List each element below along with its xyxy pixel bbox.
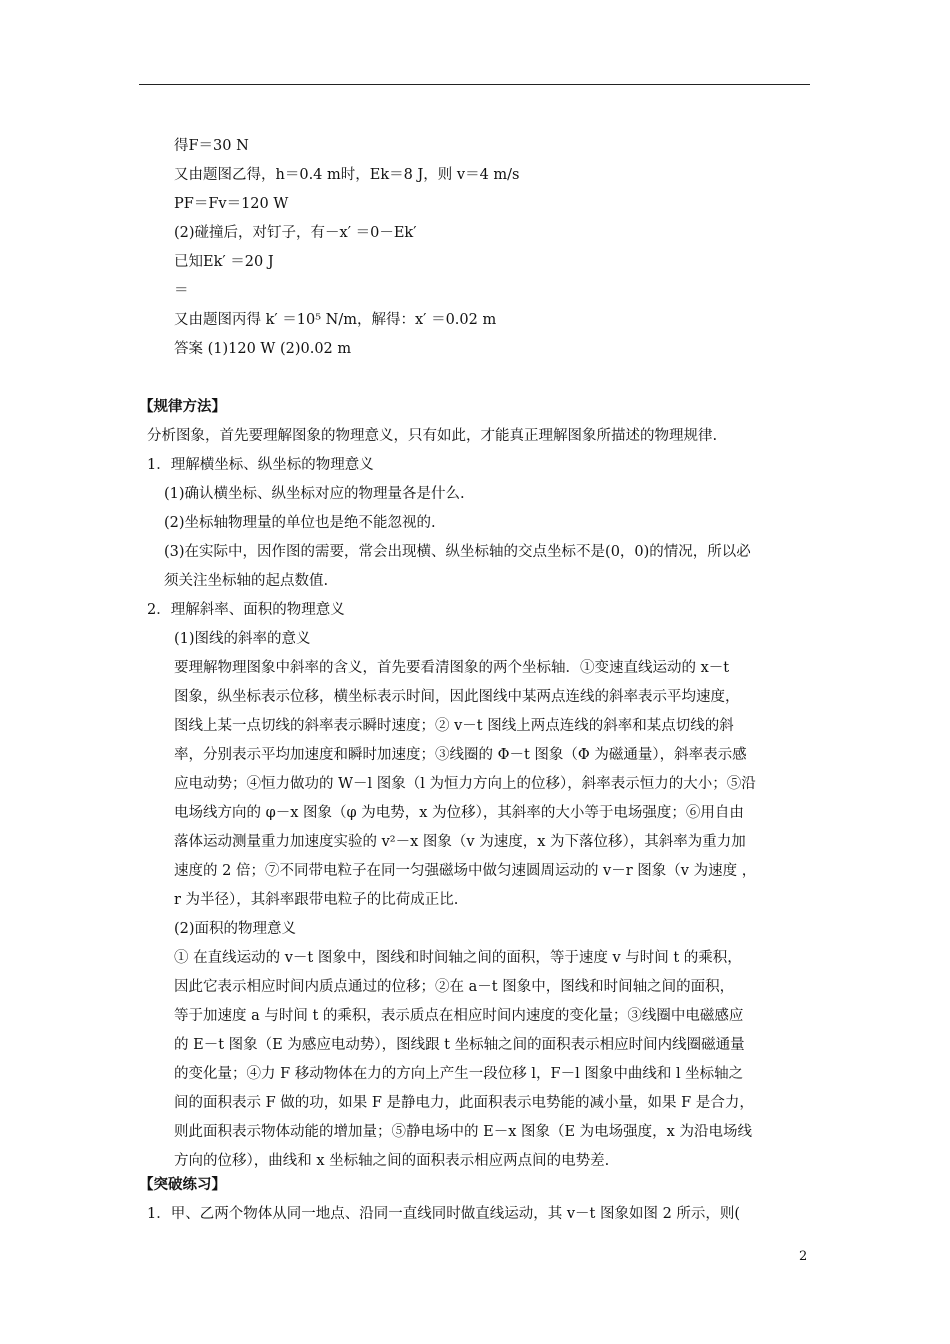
text-line: 则此面积表示物体动能的增加量；⑤静电场中的 E－x 图象（E 为电场强度，x 为沿电场线 — [174, 1124, 752, 1140]
text-line: 又由题图乙得，h＝0.4 m时，Ek＝8 J，则 v＝4 m/s — [174, 167, 520, 183]
text-line: 图线上某一点切线的斜率表示瞬时速度；② v－t 图线上两点连线的斜率和某点切线的斜 — [174, 718, 734, 734]
text-line: 等于加速度 a 与时间 t 的乘积，表示质点在相应时间内速度的变化量；③线圈中电磁感应 — [174, 1008, 744, 1024]
section-heading: 【规律方法】 — [139, 398, 226, 415]
header-rule — [139, 84, 810, 85]
text-line: 方向的位移），曲线和 x 坐标轴之间的面积表示相应两点间的电势差. — [174, 1153, 610, 1169]
text-line: 的 E－t 图象（E 为感应电动势），图线跟 t 坐标轴之间的面积表示相应时间内线圈磁通量 — [174, 1037, 745, 1053]
text-line: 间的面积表示 F 做的功，如果 F 是静电力，此面积表示电势能的减小量，如果 F 是合力， — [174, 1095, 754, 1111]
text-line: (1)图线的斜率的意义 — [174, 631, 311, 647]
text-line: 电场线方向的 φ－x 图象（φ 为电势，x 为位移），其斜率的大小等于电场强度；⑥用自由 — [174, 805, 744, 821]
section-heading: 【突破练习】 — [139, 1176, 226, 1193]
text-line: (2)面积的物理意义 — [174, 921, 297, 937]
text-line: (3)在实际中，因作图的需要，常会出现横、纵坐标轴的交点坐标不是(0，0)的情况，所以必 — [164, 544, 751, 560]
text-line: 速度的 2 倍；⑦不同带电粒子在同一匀强磁场中做匀速圆周运动的 v－r 图象（v 为速度 ， — [174, 863, 757, 879]
text-line: (2)坐标轴物理量的单位也是绝不能忽视的. — [164, 515, 436, 531]
text-line: 落体运动测量重力加速度实验的 v²－x 图象（v 为速度，x 为下落位移），其斜率为重力加 — [174, 834, 746, 850]
text-line: 要理解物理图象中斜率的含义，首先要看清图象的两个坐标轴．①变速直线运动的 x－t — [174, 660, 730, 676]
text-line: (1)确认横坐标、纵坐标对应的物理量各是什么. — [164, 486, 465, 502]
text-line: 因此它表示相应时间内质点通过的位移；②在 a－t 图象中，图线和时间轴之间的面积， — [174, 979, 735, 995]
text-line: 须关注坐标轴的起点数值. — [164, 573, 329, 589]
text-line: (2)碰撞后，对钉子，有－x′ ＝0－Ek′ — [174, 225, 417, 241]
list-item: 1．理解横坐标、纵坐标的物理意义 — [147, 457, 374, 473]
text-line: PF＝Fv＝120 W — [174, 196, 289, 212]
text-line: 又由题图丙得 k′ ＝10⁵ N/m，解得：x′ ＝0.02 m — [174, 312, 497, 328]
list-item: 2．理解斜率、面积的物理意义 — [147, 602, 345, 618]
answer-line: 答案 (1)120 W (2)0.02 m — [174, 341, 352, 357]
text-line: 应电动势；④恒力做功的 W－l 图象（l 为恒力方向上的位移），斜率表示恒力的大小；⑤沿 — [174, 776, 756, 792]
page-number: 2 — [799, 1249, 808, 1264]
text-line: 已知Ek′ ＝20 J — [174, 254, 274, 270]
text-line: r 为半径），其斜率跟带电粒子的比荷成正比. — [174, 892, 459, 908]
text-line: 的变化量；④力 F 移动物体在力的方向上产生一段位移 l，F－l 图象中曲线和 l 坐标轴之 — [174, 1066, 744, 1082]
text-line: 得F＝30 N — [174, 138, 249, 154]
text-line: ① 在直线运动的 v－t 图象中，图线和时间轴之间的面积，等于速度 v 与时间 t 的乘积， — [174, 950, 742, 966]
text-line: 分析图象，首先要理解图象的物理意义，只有如此，才能真正理解图象所描述的物理规律. — [147, 428, 718, 444]
text-line: 图象，纵坐标表示位移，横坐标表示时间，因此图线中某两点连线的斜率表示平均速度， — [174, 689, 740, 705]
question-line: 1．甲、乙两个物体从同一地点、沿同一直线同时做直线运动，其 v－t 图象如图 2 所示，则( — [147, 1206, 741, 1222]
text-line: 率，分别表示平均加速度和瞬时加速度；③线圈的 Φ－t 图象（Φ 为磁通量），斜率表示感 — [174, 747, 747, 763]
text-line: ＝ — [174, 283, 189, 299]
